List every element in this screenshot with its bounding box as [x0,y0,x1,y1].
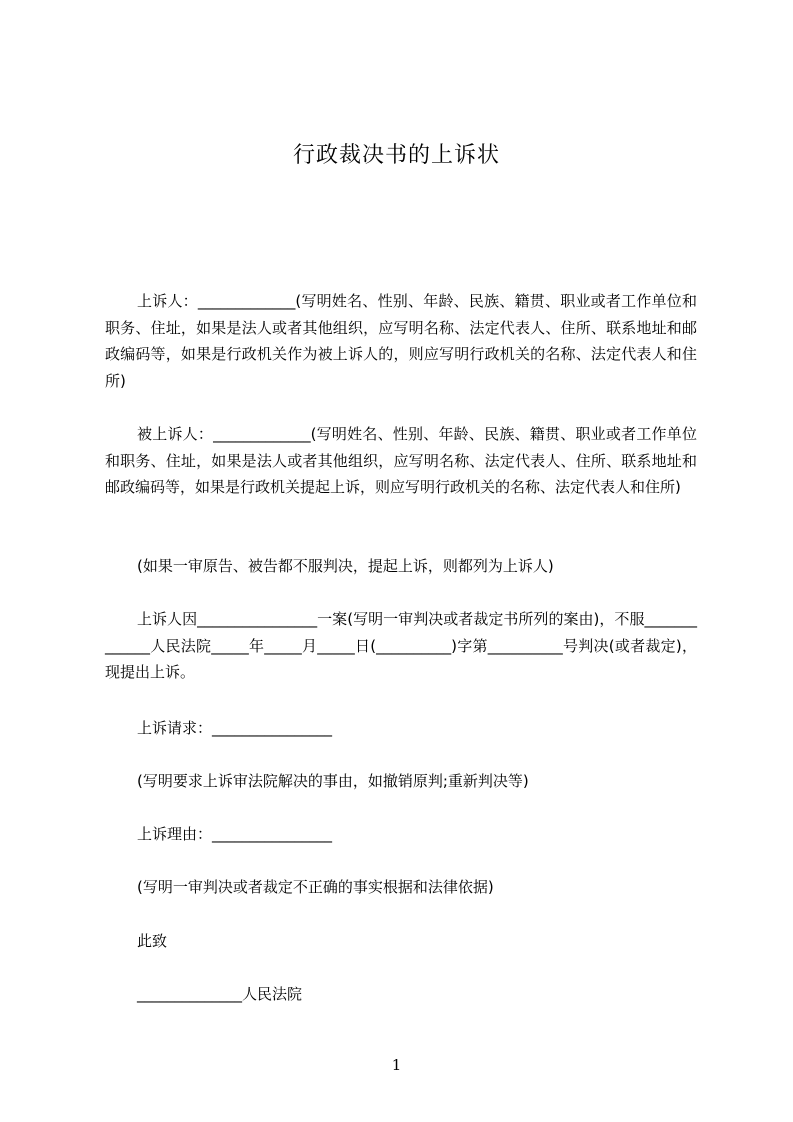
page-number: 1 [391,1056,402,1074]
appeal-request-label: 上诉请求：________________ [137,719,333,737]
appellant-paragraph: 上诉人：_____________(写明姓名、性别、年龄、民族、籍贯、职业或者工作单位和职务、住址，如果是法人或者其他组织，应写明名称、法定代表人、住所、联系地址和邮政编码等，如果是行政机关作为被上诉人的，则应写明行政机关的名称、法定代表人和住所) [105,292,697,390]
document-title: 行政裁决书的上诉状 [292,143,500,168]
salutation: 此致 [137,932,168,950]
appeal-reason-label: 上诉理由：________________ [137,825,333,843]
both-parties-note: (如果一审原告、被告都不服判决，提起上诉，则都列为上诉人) [137,557,554,575]
appeal-reason-note: (写明一审判决或者裁定不正确的事实根据和法律依据) [137,878,494,896]
court-name: ______________人民法院 [137,985,303,1003]
appellee-paragraph: 被上诉人：_____________(写明姓名、性别、年龄、民族、籍贯、职业或者工作单位和职务、住址，如果是法人或者其他组织，应写明名称、法定代表人、住所、联系地址和邮政编码等，如果是行政机关提起上诉，则应写明行政机关的名称、法定代表人和住所) [105,425,697,497]
appeal-cause-paragraph: 上诉人因________________一案(写明一审判决或者裁定书所列的案由)，不服_____________人民法院_____年_____月_____日(__________)字第__________号判决(或者裁定)，现提出上诉。 [105,610,697,682]
appeal-request-note: (写明要求上诉审法院解决的事由，如撤销原判;重新判决等) [137,772,529,790]
